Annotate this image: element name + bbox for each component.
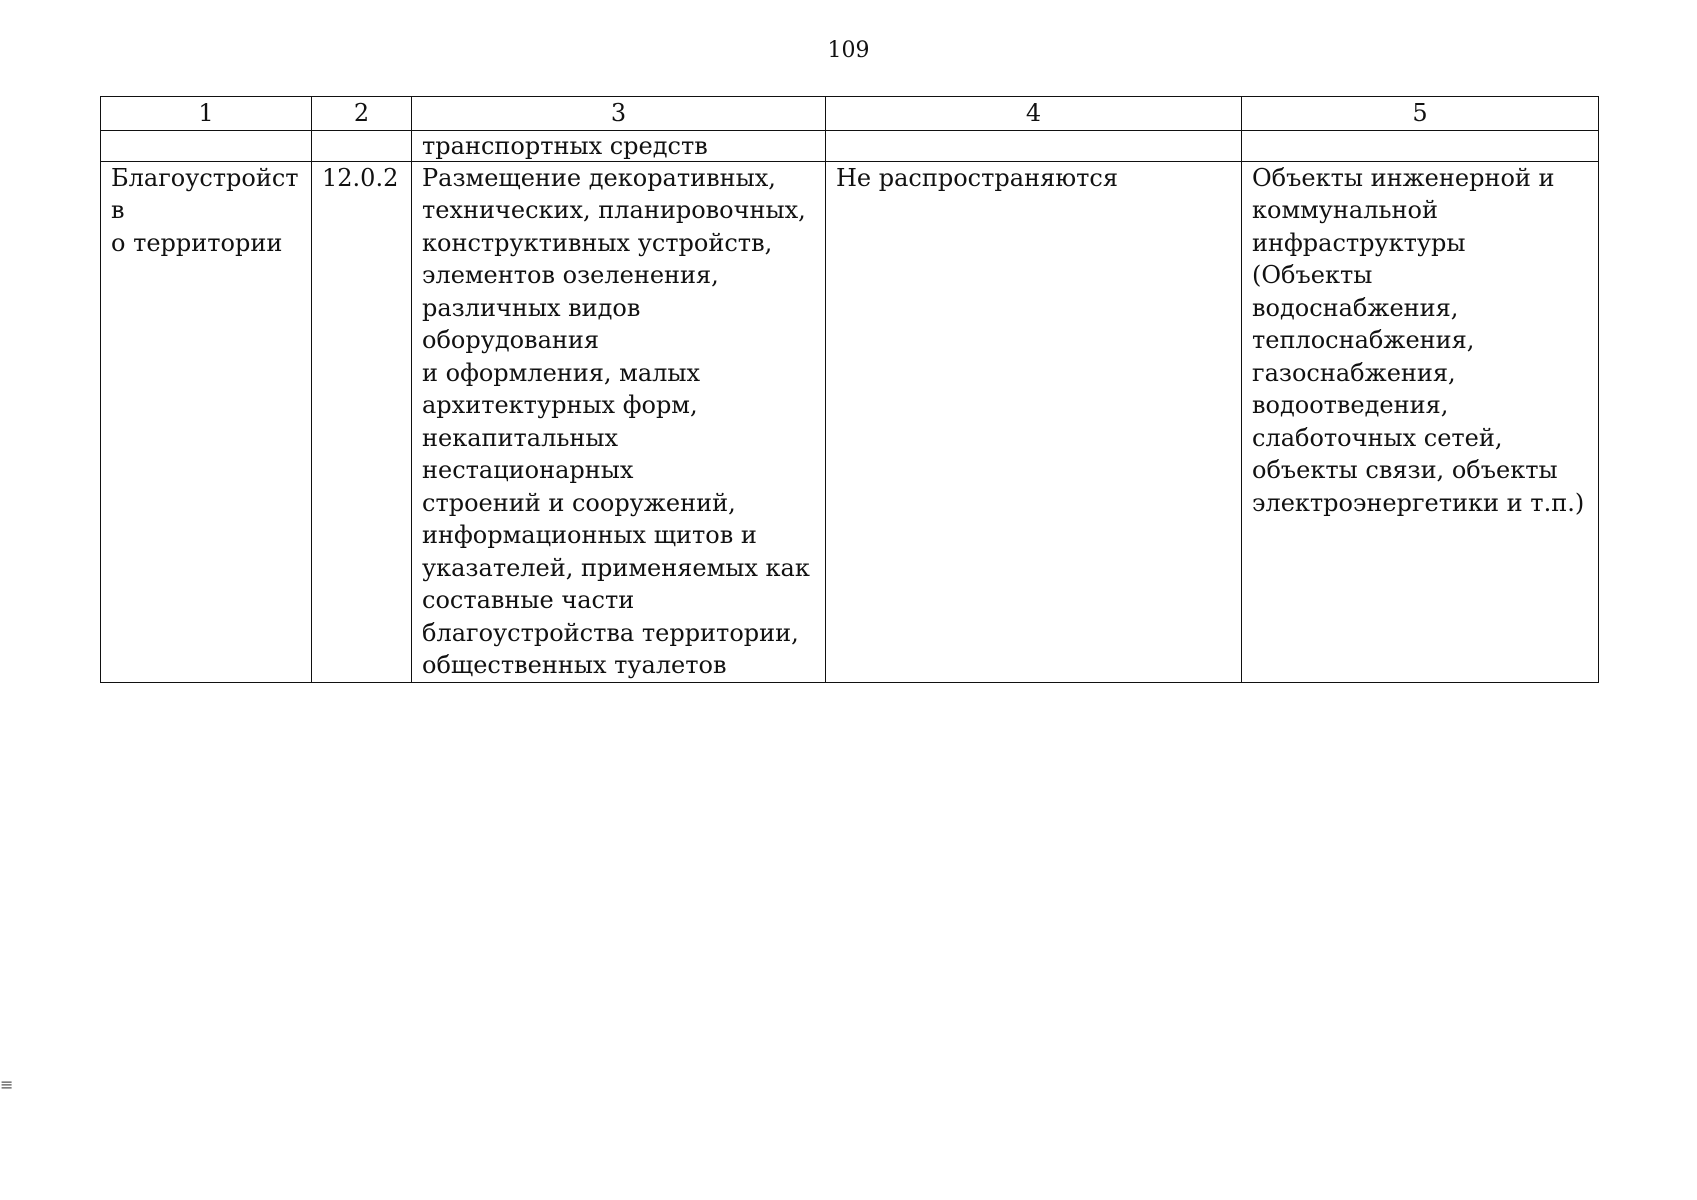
- table-row: [101, 161, 1599, 682]
- header-cell-1: 1: [101, 97, 312, 131]
- continuation-cell-5: [1242, 130, 1599, 161]
- infrastructure-objects-cell: Объекты инженерной и коммунальной инфраструктуры (Объекты водоснабжения, теплоснабжения, газоснабжения, водоотведения, слаботочных сетей, объекты связи, объекты электроэнергетики и т.п.): [1242, 161, 1599, 682]
- header-cell-5: 5: [1242, 97, 1599, 131]
- table-header-row: [101, 97, 1599, 131]
- header-cell-4: 4: [826, 97, 1242, 131]
- continuation-cell-1: [101, 130, 312, 161]
- continuation-cell-2: [312, 130, 412, 161]
- page-number: 109: [827, 38, 870, 63]
- land-use-code-cell: 12.0.2: [312, 161, 412, 682]
- scan-edge-mark: ≡: [0, 1075, 14, 1094]
- continuation-cell-3: транспортных средств: [412, 130, 826, 161]
- land-use-description-cell: Размещение декоративных, технических, планировочных, конструктивных устройств, элементов озеленения, различных видов оборудования и оформления, малых архитектурных форм, некапитальных нестационарных строений и сооружений, информационных щитов и указателей, применяемых как составные части благоустройства территории, общественных туалетов: [412, 161, 826, 682]
- regulation-table: [100, 96, 1599, 683]
- header-cell-2: 2: [312, 97, 412, 131]
- continuation-cell-4: [826, 130, 1242, 161]
- land-use-name-cell: Благоустройств о территории: [101, 161, 312, 682]
- continuation-row: [101, 130, 1599, 161]
- header-cell-3: 3: [412, 97, 826, 131]
- restrictions-cell: Не распространяются: [826, 161, 1242, 682]
